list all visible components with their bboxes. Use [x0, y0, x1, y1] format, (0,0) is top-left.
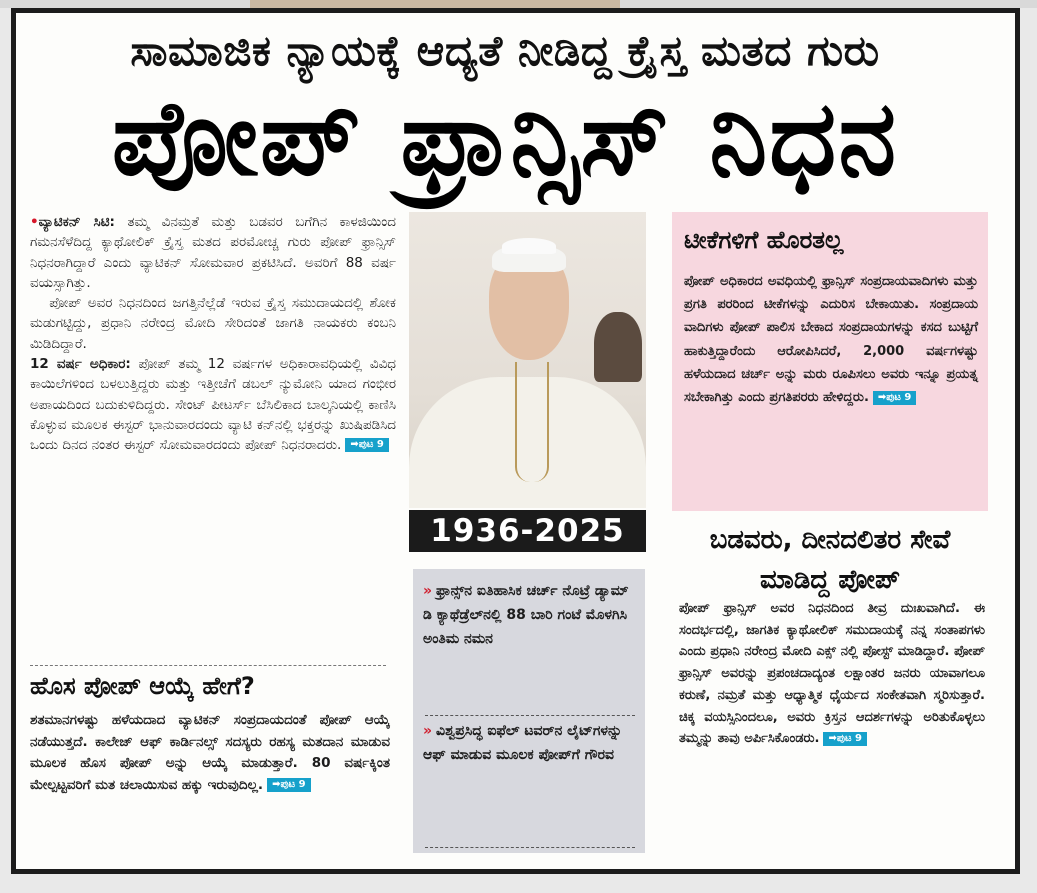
statue-shape	[594, 312, 642, 382]
highlight-item: » ವಿಶ್ವಪ್ರಸಿದ್ಧ ಐಫೆಲ್ ಟವರ್‌ನ ಲೈಟ್‌ಗಳನ್ನು ಆಫ್ ಮಾಡುವ ಮೂಲಕ ಪೋಪ್‌ಗೆ ಗೌರವ	[423, 723, 623, 763]
page-ref-tag[interactable]: ➡ಪುಟ 9	[873, 391, 917, 405]
lead-paragraph-2: ಪೋಪ್ ಅವರ ನಿಧನದಿಂದ ಜಗತ್ತಿನೆಲ್ಲೆಡೆ ಇರುವ ಕ್ರೈಸ್ತ ಸಮುದಾಯದಲ್ಲಿ ಶೋಕ ಮಡುಗಟ್ಟಿದ್ದು, ಪ್ರಧಾನಿ ನರೇಂದ್ರ ಮೋದಿ ಸೇರಿದಂತೆ ಜಾಗತಿ ನಾಯಕರು ಕಂಬನಿ ಮಿಡಿದಿದ್ದಾರೆ.	[30, 295, 396, 352]
lead-paragraph-3	[30, 354, 396, 455]
highlight-item: » ಫ್ರಾನ್ಸ್‌ನ ಐತಿಹಾಸಿಕ ಚರ್ಚ್ ನೊಟ್ರೆ ಡ್ಯಾಮ್ ಡಿ ಕ್ಯಾಥೆಡ್ರೆಲ್‌ನಲ್ಲಿ 88 ಬಾರಿ ಗಂಟೆ ಮೊಳಗಿಸಿ ಅಂತಿಮ ನಮನ	[423, 583, 629, 647]
new-pope-paragraph: ಶತಮಾನಗಳಷ್ಟು ಹಳೆಯದಾದ ವ್ಯಾಟಿಕನ್ ಸಂಪ್ರದಾಯದಂತೆ ಪೋಪ್ ಆಯ್ಕೆ ನಡೆಯುತ್ತದೆ. ಕಾಲೇಜ್ ಆಫ್ ಕಾರ್ಡಿನಲ್ಸ್ ಸದಸ್ಯರು ರಹಸ್ಯ ಮತದಾನ ಮಾಡುವ ಮೂಲಕ ಹೊಸ ಪೋಪ್ ಅನ್ನು ಆಯ್ಕೆ ಮಾಡುತ್ತಾರೆ. 80 ವರ್ಷಕ್ಕಿಂತ ಮೇಲ್ಪಟ್ಟವರಿಗೆ ಮತ ಚಲಾಯಿಸುವ ಹಕ್ಕು ಇರುವುದಿಲ್ಲ. ➡ಪುಟ 9	[30, 712, 390, 793]
subhead-12-years: 12 ವರ್ಷ ಅಧಿಕಾರ:	[30, 356, 131, 373]
highlight-divider	[425, 715, 635, 716]
new-pope-story	[30, 710, 390, 796]
criticism-text: ಪೋಪ್ ಅಧಿಕಾರದ ಅವಧಿಯಲ್ಲಿ ಫ್ರಾನ್ಸಿಸ್ ಸಂಪ್ರದಾಯವಾದಿಗಳು ಮತ್ತು ಪ್ರಗತಿ ಪರರಿಂದ ಟೀಕೆಗಳನ್ನು ಎದುರಿಸ ಬೇಕಾಯಿತು. ಸಂಪ್ರದಾಯ ವಾದಿಗಳು ಪೋಪ್ ಪಾಲಿಸ ಬೇಕಾದ ಸಂಪ್ರದಾಯಗಳನ್ನು ಕಸದ ಬುಟ್ಟಿಗೆ ಹಾಕುತ್ತಿದ್ದಾರೆಂದು ಆರೋಪಿಸಿದರೆ, 2,000 ವರ್ಷಗಳಷ್ಟು ಹಳೆಯದಾದ ಚರ್ಚ್ ಅನ್ನು ಮರು ರೂಪಿಸಲು ಅವರು ಇನ್ನೂ ಪ್ರಯತ್ನ ಸಬೇಕಾಗಿತ್ತು ಎಂದು ಪ್ರಗತಿಪರರು ಹೇಳಿದ್ದರು. ➡ಪುಟ 9	[684, 274, 978, 406]
pectoral-chain-shape	[515, 362, 549, 482]
kicker-headline: ಸಾಮಾಜಿಕ ನ್ಯಾಯಕ್ಕೆ ಆದ್ಯತೆ ನೀಡಿದ್ದ ಕ್ರೈಸ್ತ ಮತದ ಗುರು	[130, 26, 880, 75]
top-strip	[0, 0, 1037, 8]
lead-text-1: ತಮ್ಮ ವಿನಮ್ರತೆ ಮತ್ತು ಬಡವರ ಬಗೆಗಿನ ಕಾಳಜಿಯಿಂದ ಗಮನಸೆಳೆದಿದ್ದ ಕ್ಯಾಥೋಲಿಕ್ ಕ್ರೈಸ್ತ ಮತದ ಪರಮೋಚ್ಚ ಗುರು ಪೋಪ್ ಫ್ರಾನ್ಸಿಸ್ ನಿಧನರಾಗಿದ್ದಾರೆ ಎಂದು ವ್ಯಾಟಿಕನ್ ಸೋಮವಾರ ಪ್ರಕಟಿಸಿದೆ. ಅವರಿಗೆ 88 ವರ್ಷ ವಯಸ್ಸಾಗಿತ್ತು.	[30, 214, 396, 291]
lead-text-3: ಪೋಪ್ ತಮ್ಮ 12 ವರ್ಷಗಳ ಅಧಿಕಾರಾವಧಿಯಲ್ಲಿ ವಿವಿಧ ಕಾಯಿಲೆಗಳಿಂದ ಬಳಲುತ್ತಿದ್ದರು ಮತ್ತು ಇತ್ತೀಚೆಗೆ ಡಬಲ್ ನ್ಯುಮೋನಿ ಯಾದ ಗಂಭೀರ ಅಪಾಯದಿಂದ ಬದುಕುಳಿದಿದ್ದರು. ಸೇಂಟ್ ಪೀಟರ್ಸ್ ಬೆಸಿಲಿಕಾದ ಬಾಲ್ಕನಿಯಲ್ಲಿ ಕಾಣಿಸಿ ಕೊಳ್ಳುವ ಮೂಲಕ ಈಸ್ಟರ್ ಭಾನುವಾರದಂದು ವ್ಯಾಟಿ ಕನ್‌ನಲ್ಲಿ ಭಕ್ತರನ್ನು ಖುಷಿಪಡಿಸಿದ ಒಂದು ದಿನದ ನಂತರ ಈಸ್ಟರ್ ಸೋಮವಾರದಂದು ಪೋಪ್ ನಿಧನರಾದರು.	[30, 356, 396, 454]
previous-page-image-strip	[250, 0, 620, 8]
double-arrow-icon: »	[423, 583, 433, 599]
new-pope-heading: ಹೊಸ ಪೋಪ್ ಆಯ್ಕೆ ಹೇಗೆ?	[30, 672, 255, 700]
service-heading: ಬಡವರು, ದೀನದಲಿತರ ಸೇವೆ ಮಾಡಿದ್ದ ಪೋಪ್	[709, 525, 951, 595]
lead-paragraph-1	[30, 212, 396, 293]
page-ref-tag[interactable]: ➡ಪುಟ 9	[345, 438, 389, 452]
pope-photo	[409, 212, 646, 508]
double-arrow-icon: »	[423, 723, 433, 739]
criticism-heading: ಟೀಕೆಗಳಿಗೆ ಹೊರತಲ್ಲ	[684, 226, 844, 254]
page-ref-tag[interactable]: ➡ಪುಟ 9	[823, 732, 867, 746]
criticism-box	[672, 212, 988, 511]
life-years-banner: 1936-2025	[409, 510, 646, 552]
page-ref-tag[interactable]: ➡ಪುಟ 9	[267, 778, 311, 792]
dateline: ವ್ಯಾಟಿಕನ್ ಸಿಟಿ:	[38, 214, 115, 230]
red-bullet-icon: •	[30, 214, 39, 230]
main-headline: ಪೋಪ್ ಫ್ರಾನ್ಸಿಸ್ ನಿಧನ	[111, 77, 899, 199]
lead-story	[30, 212, 396, 456]
highlight-divider	[425, 847, 635, 848]
zucchetto-shape	[502, 238, 556, 254]
section-divider	[30, 665, 386, 666]
service-paragraph: ಪೋಪ್ ಫ್ರಾನ್ಸಿಸ್ ಅವರ ನಿಧನದಿಂದ ತೀವ್ರ ದುಃಖವಾಗಿದೆ. ಈ ಸಂದರ್ಭದಲ್ಲಿ, ಜಾಗತಿಕ ಕ್ಯಾಥೋಲಿಕ್ ಸಮುದಾಯಕ್ಕೆ ನನ್ನ ಸಂತಾಪಗಳು ಎಂದು ಪ್ರಧಾನಿ ನರೇಂದ್ರ ಮೋದಿ ಎಕ್ಸ್ ನಲ್ಲಿ ಪೋಸ್ಟ್ ಮಾಡಿದ್ದಾರೆ. ಪೋಪ್ ಫ್ರಾನ್ಸಿಸ್ ಅವರನ್ನು ಪ್ರಪಂಚದಾದ್ಯಂತ ಲಕ್ಷಾಂತರ ಜನರು ಯಾವಾಗಲೂ ಕರುಣೆ, ನಮ್ರತೆ ಮತ್ತು ಆಧ್ಯಾತ್ಮಿಕ ಧೈರ್ಯದ ಸಂಕೇತವಾಗಿ ಸ್ಮರಿಸುತ್ತಾರೆ. ಚಿಕ್ಕ ವಯಸ್ಸಿನಿಂದಲೂ, ಅವರು ಕ್ರಿಸ್ತನ ಆದರ್ಶಗಳನ್ನು ಅರಿತುಕೊಳ್ಳಲು ತಮ್ಮನ್ನು ತಾವು ಅರ್ಪಿಸಿಕೊಂಡರು. ➡ಪುಟ 9	[679, 601, 985, 747]
highlights-box	[413, 569, 645, 853]
service-story	[679, 598, 985, 750]
